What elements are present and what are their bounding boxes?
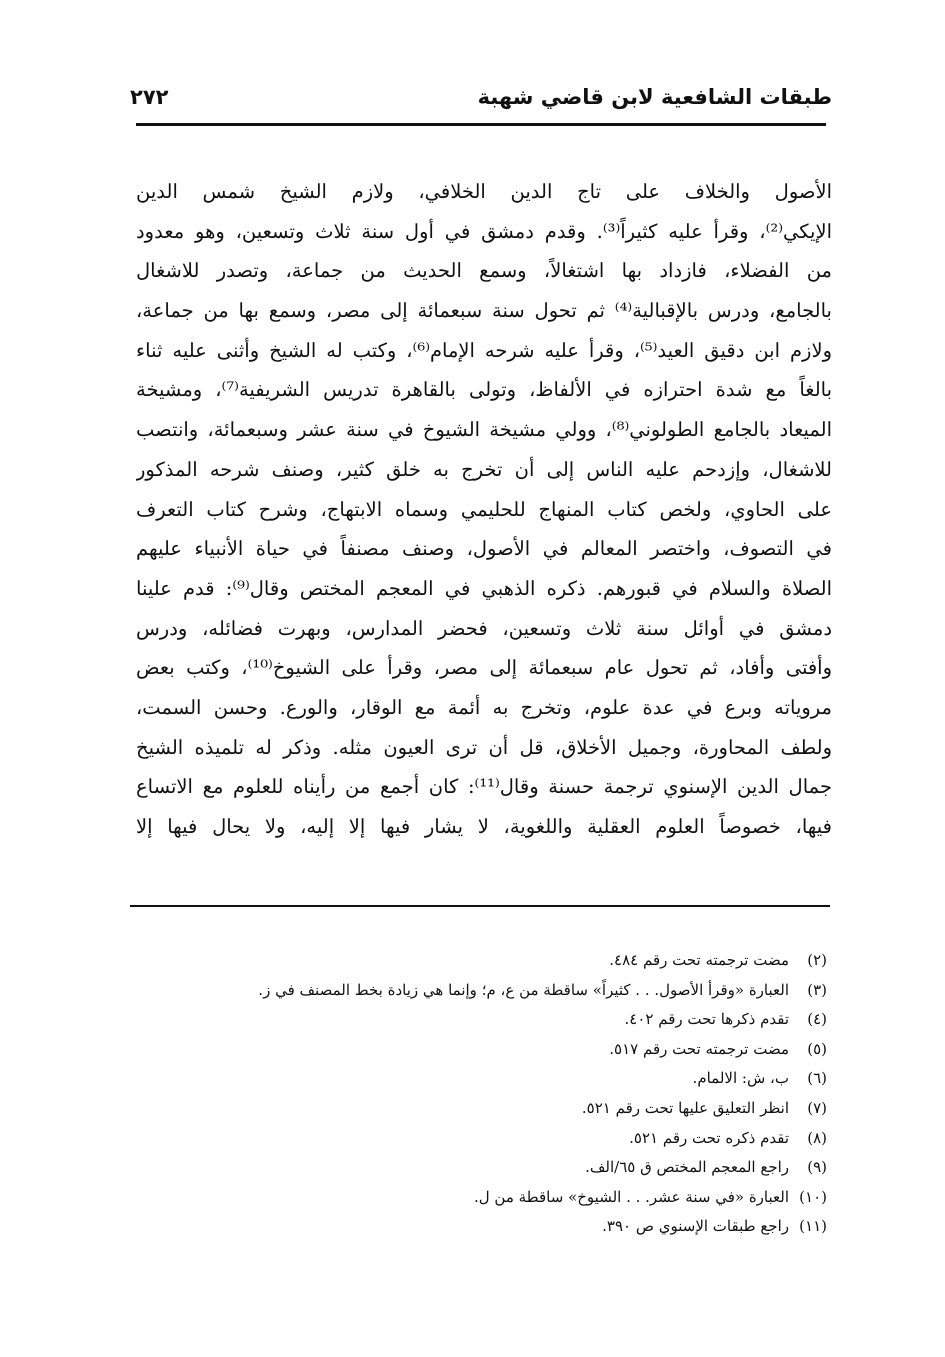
footnote-text: تقدم ذكره تحت رقم ٥٢١.	[629, 1128, 789, 1147]
footnote-item	[127, 1035, 827, 1065]
text-line: ولازم ابن دقيق العيد⁽⁵⁾، وقرأ عليه شرحه الإمام⁽⁶⁾، وكتب له الشيخ وأثنى عليه ثناء	[136, 338, 832, 362]
footnote-number: (٥)	[807, 1039, 827, 1058]
footnote-text: مضت ترجمته تحت رقم ٤٨٤.	[609, 951, 789, 969]
footnote-number: (٦)	[807, 1069, 827, 1088]
text-line: في التصوف، واختصر المعالم في الأصول، وصنف مصنفاً في حياة الأنبياء عليهم	[136, 537, 832, 561]
text-line: للاشغال، وإزدحم عليه الناس إلى أن تخرج به خلق كثير، وصنف شرحه المذكور	[136, 457, 832, 481]
text-line: فيها، خصوصاً العلوم العقلية واللغوية، لا يشار فيها إلا إليه، ولا يحال فيها إلا	[136, 815, 832, 838]
text-line: الأصول والخلاف على تاج الدين الخلافي، ولازم الشيخ شمس الدين	[136, 180, 832, 203]
text-line: على الحاوي، ولخص كتاب المنهاج للحليمي وسماه الابتهاج، وشرح كتاب التعرف	[136, 497, 832, 521]
page-number: ٢٧٢	[130, 85, 169, 109]
footnote-text: مضت ترجمته تحت رقم ٥١٧.	[609, 1039, 789, 1058]
footnote-separator	[130, 905, 830, 907]
footnote-item	[127, 1094, 827, 1124]
footnote-text: العبارة «وقرأ الأصول. . . كثيراً» ساقطة من ع، م؛ وإنما هي زيادة بخط المصنف في ز.	[258, 980, 789, 999]
text-line: من الفضلاء، فازداد بها اشتغالاً، وسمع الحديث من جماعة، وتصدر للاشغال	[136, 259, 832, 283]
text-line: الميعاد بالجامع الطولوني⁽⁸⁾، وولي مشيخة الشيوخ في سنة عشر وسبعمائة، وانتصب	[136, 418, 832, 442]
footnote-item	[127, 1005, 827, 1035]
footnote-text: تقدم ذكرها تحت رقم ٤٠٢.	[624, 1010, 789, 1029]
header-rule	[136, 123, 826, 126]
footnote-item	[127, 1153, 827, 1183]
text-line: بالجامع، ودرس بالإقبالية⁽⁴⁾ ثم تحول سنة سبعمائة إلى مصر، وسمع بها من جماعة،	[136, 299, 832, 323]
footnote-number: (٣)	[807, 980, 827, 999]
text-line: الإيكي⁽²⁾، وقرأ عليه كثيراً⁽³⁾. وقدم دمشق في أول سنة ثلاث وتسعين، وهو معدود	[136, 219, 832, 243]
footnote-item	[127, 946, 827, 976]
footnote-item	[127, 1212, 827, 1242]
main-text	[136, 172, 832, 847]
text-line: ولطف المحاورة، وجميل الأخلاق، قل أن ترى العيون مثله. وذكر له تلميذه الشيخ	[136, 735, 832, 759]
footnote-number: (٩)	[807, 1158, 827, 1177]
text-line: بالغاً مع شدة احترازه في الألفاظ، وتولى بالقاهرة تدريس الشريفية⁽⁷⁾، ومشيخة	[136, 378, 832, 402]
footnote-item	[127, 1124, 827, 1154]
text-line: الصلاة والسلام في قبورهم. ذكره الذهبي في المعجم المختص وقال⁽⁹⁾: قدم علينا	[136, 576, 832, 600]
text-line: وأفتى وأفاد، ثم تحول عام سبعمائة إلى مصر، وقرأ على الشيوخ⁽¹⁰⁾، وكتب بعض	[136, 656, 832, 680]
footnote-text: راجع المعجم المختص ق ٦٥/الف.	[585, 1158, 789, 1177]
footnote-number: (١١)	[799, 1217, 827, 1236]
footnote-number: (٤)	[807, 1010, 827, 1029]
footnote-number: (٢)	[807, 951, 827, 969]
page-header	[130, 80, 832, 120]
text-line: دمشق في أوائل سنة ثلاث وتسعين، فحضر المدارس، وبهرت فضائله، ودرس	[136, 616, 832, 640]
footnote-text: العبارة «في سنة عشر. . . الشيوخ» ساقطة من ل.	[473, 1187, 789, 1206]
footnote-item	[127, 1183, 827, 1213]
footnotes	[127, 946, 827, 1242]
footnote-item	[127, 1064, 827, 1094]
text-line: جمال الدين الإسنوي ترجمة حسنة وقال⁽¹¹⁾: كان أجمع من رأيناه للعلوم مع الاتساع	[136, 775, 832, 799]
footnote-item	[127, 976, 827, 1006]
footnote-text: انظر التعليق عليها تحت رقم ٥٢١.	[581, 1098, 789, 1117]
footnote-text: راجع طبقات الإسنوي ص ٣٩٠.	[602, 1217, 789, 1236]
text-line: مروياته وبرع في عدة علوم، وتخرج به أئمة مع الوقار، والورع. وحسن السمت،	[136, 695, 832, 719]
footnote-number: (٧)	[807, 1098, 827, 1117]
running-title: طبقات الشافعية لابن قاضي شهبة	[477, 85, 832, 109]
footnote-number: (٨)	[807, 1128, 827, 1147]
footnote-text: ب، ش: الالمام.	[692, 1069, 789, 1088]
footnote-number: (١٠)	[799, 1187, 827, 1206]
